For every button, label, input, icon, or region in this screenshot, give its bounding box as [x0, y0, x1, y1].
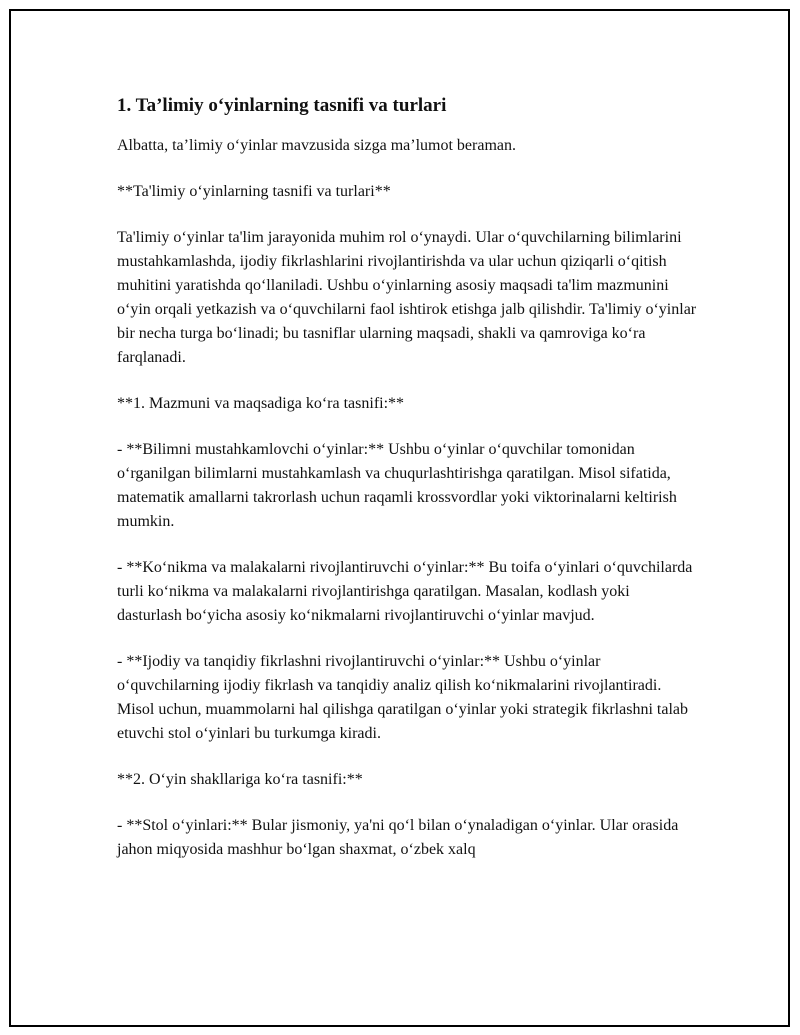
list-item-knowledge-games: - **Bilimni mustahkamlovchi o‘yinlar:** Ushbu o‘yinlar o‘quvchilar tomonidan o‘rganilgan bilimlarni mustahkamlash va chuqurlashtirishga qaratilgan. Misol sifatida, matematik amallarni takrorlash uchun raqamli krossvordlar yoki viktorinalarni keltirish mumkin.	[117, 441, 677, 530]
section-heading-2: **2. O‘yin shakllariga ko‘ra tasnifi:**	[117, 771, 363, 788]
paragraph-overview: Ta'limiy o‘yinlar ta'lim jarayonida muhim rol o‘ynaydi. Ular o‘quvchilarning bilimlarini mustahkamlashda, ijodiy fikrlashlarini rivojlantirishda va ular uchun qiziqarli o‘qitish muhitini yaratishda qo‘llaniladi. Ushbu o‘yinlarning asosiy maqsadi ta'lim mazmunini o‘yin orqali yetkazish va o‘quvchilarni faol ishtirok etishga jalb qilishdir. Ta'limiy o‘yinlar bir necha turga bo‘linadi; bu tasniflar ularning maqsadi, shakli va qamroviga ko‘ra farqlanadi.	[117, 229, 697, 366]
list-item-skill-games: - **Ko‘nikma va malakalarni rivojlantiruvchi o‘yinlar:** Bu toifa o‘yinlari o‘quvchilarda turli ko‘nikma va malakalarni rivojlantirishga qaratilgan. Masalan, kodlash yoki dasturlash bo‘yicha asosiy ko‘nikmalarni rivojlantiruvchi o‘yinlar mavjud.	[117, 559, 693, 624]
document-body	[117, 92, 697, 884]
section-heading-1: **1. Mazmuni va maqsadiga ko‘ra tasnifi:**	[117, 395, 405, 412]
paragraph-heading: **Ta'limiy o‘yinlarning tasnifi va turlari**	[117, 183, 391, 200]
list-item-creative-games: - **Ijodiy va tanqidiy fikrlashni rivojlantiruvchi o‘yinlar:** Ushbu o‘yinlar o‘quvchilarning ijodiy fikrlash va tanqidiy analiz qilish ko‘nikmalarini rivojlantiradi. Misol uchun, muammolarni hal qilishga qaratilgan o‘yinlar yoki strategik fikrlashni talab etuvchi stol o‘yinlari bu turkumga kiradi.	[117, 653, 688, 742]
document-title: 1. Ta’limiy o‘yinlarning tasnifi va turlari	[117, 95, 447, 116]
list-item-board-games: - **Stol o‘yinlari:** Bular jismoniy, ya'ni qo‘l bilan o‘ynaladigan o‘yinlar. Ular orasida jahon miqyosida mashhur bo‘lgan shaxmat, o‘zbek xalq	[117, 817, 679, 858]
paragraph-intro: Albatta, ta’limiy o‘yinlar mavzusida sizga ma’lumot beraman.	[117, 137, 516, 154]
